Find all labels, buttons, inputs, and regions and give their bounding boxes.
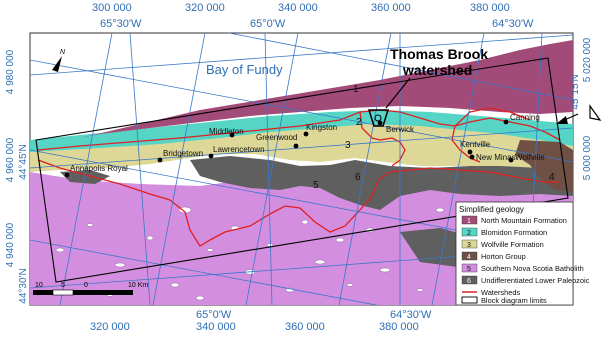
place-annapolis-royal: Annapolis Royal [70, 164, 128, 173]
legend-label-6: Undifferentiated Lower Paleozoic [481, 276, 590, 285]
left-coord-4940000: 4 940 000 [5, 222, 16, 268]
bottom-lon-650: 65°0'W [196, 309, 232, 321]
place-kingston: Kingston [306, 123, 338, 132]
top-lon-6530: 65°30'W [100, 18, 142, 30]
top-lon-6430: 64°30'W [492, 18, 534, 30]
place-canning: Canning [510, 113, 540, 122]
right-lat-4515: 45°15'N [570, 74, 581, 110]
left-lat-4430: 44°30'N [18, 268, 29, 304]
top-coord-380000: 380 000 [470, 2, 510, 14]
top-coord-360000: 360 000 [371, 2, 411, 14]
legend-label-block-limits: Block diagram limits [481, 296, 547, 305]
legend-swatch-num-2: 2 [467, 230, 471, 237]
top-lon-650: 65°0'W [250, 18, 286, 30]
place-bridgetown: Bridgetown [163, 149, 204, 158]
right-coord-5000000: 5 000 000 [582, 135, 593, 181]
watershed-title-line2: watershed [403, 62, 473, 78]
place-kentville: Kentville [460, 140, 491, 149]
top-coord-340000: 340 000 [278, 2, 318, 14]
scale-label-10km: 10 Km [128, 282, 149, 289]
top-coord-300000: 300 000 [92, 2, 132, 14]
legend-swatch-block-limits [462, 297, 477, 303]
right-coord-5020000: 5 020 000 [582, 37, 593, 83]
legend-swatch-num-1: 1 [467, 218, 471, 225]
unit-number-3: 3 [345, 140, 351, 151]
legend-swatch-num-6: 6 [467, 278, 471, 285]
left-lat-4445: 44°45'N [18, 144, 29, 180]
unit-number-1: 1 [353, 84, 359, 95]
scale-bar [33, 290, 133, 295]
legend-label-4: Horton Group [481, 252, 526, 261]
left-coord-4960000: 4 960 000 [5, 137, 16, 183]
legend-swatch-num-4: 4 [467, 254, 471, 261]
unit-number-5: 5 [313, 180, 319, 191]
scale-label-0: 0 [84, 282, 88, 289]
legend-label-5: Southern Nova Scotia Batholith [481, 264, 584, 273]
left-coord-4980000: 4 980 000 [5, 49, 16, 95]
legend-swatch-num-3: 3 [467, 242, 471, 249]
place-berwick: Berwick [386, 125, 415, 134]
watershed-title-line1: Thomas Brook [390, 46, 489, 62]
unit-number-6: 6 [355, 172, 361, 183]
legend-label-1: North Mountain Formation [481, 216, 567, 225]
legend [456, 202, 590, 305]
place-lawrencetown: Lawrencetown [213, 145, 265, 154]
north-arrow-label: N [60, 49, 66, 56]
legend-swatch-num-5: 5 [467, 266, 471, 273]
bottom-coord-380000: 380 000 [379, 321, 419, 333]
place-new-minas: New Minas [476, 153, 516, 162]
place-greenwood: Greenwood [256, 133, 298, 142]
legend-title: Simplified geology [459, 205, 524, 214]
bottom-coord-340000: 340 000 [196, 321, 236, 333]
place-middleton: Middleton [209, 127, 244, 136]
place-wolfville: Wolfville [515, 153, 545, 162]
unit-number-4: 4 [549, 172, 555, 183]
unit-number-2: 2 [356, 117, 362, 128]
legend-label-2: Blomidon Formation [481, 228, 548, 237]
scale-label-10: 10 [35, 282, 43, 289]
bottom-lon-6430: 64°30'W [390, 309, 432, 321]
bottom-coord-320000: 320 000 [90, 321, 130, 333]
bottom-coord-360000: 360 000 [285, 321, 325, 333]
legend-label-watersheds: Watersheds [481, 288, 521, 297]
legend-label-3: Wolfville Formation [481, 240, 544, 249]
top-coord-320000: 320 000 [185, 2, 225, 14]
sea-label: Bay of Fundy [206, 62, 283, 77]
scale-label-5: 5 [61, 282, 65, 289]
